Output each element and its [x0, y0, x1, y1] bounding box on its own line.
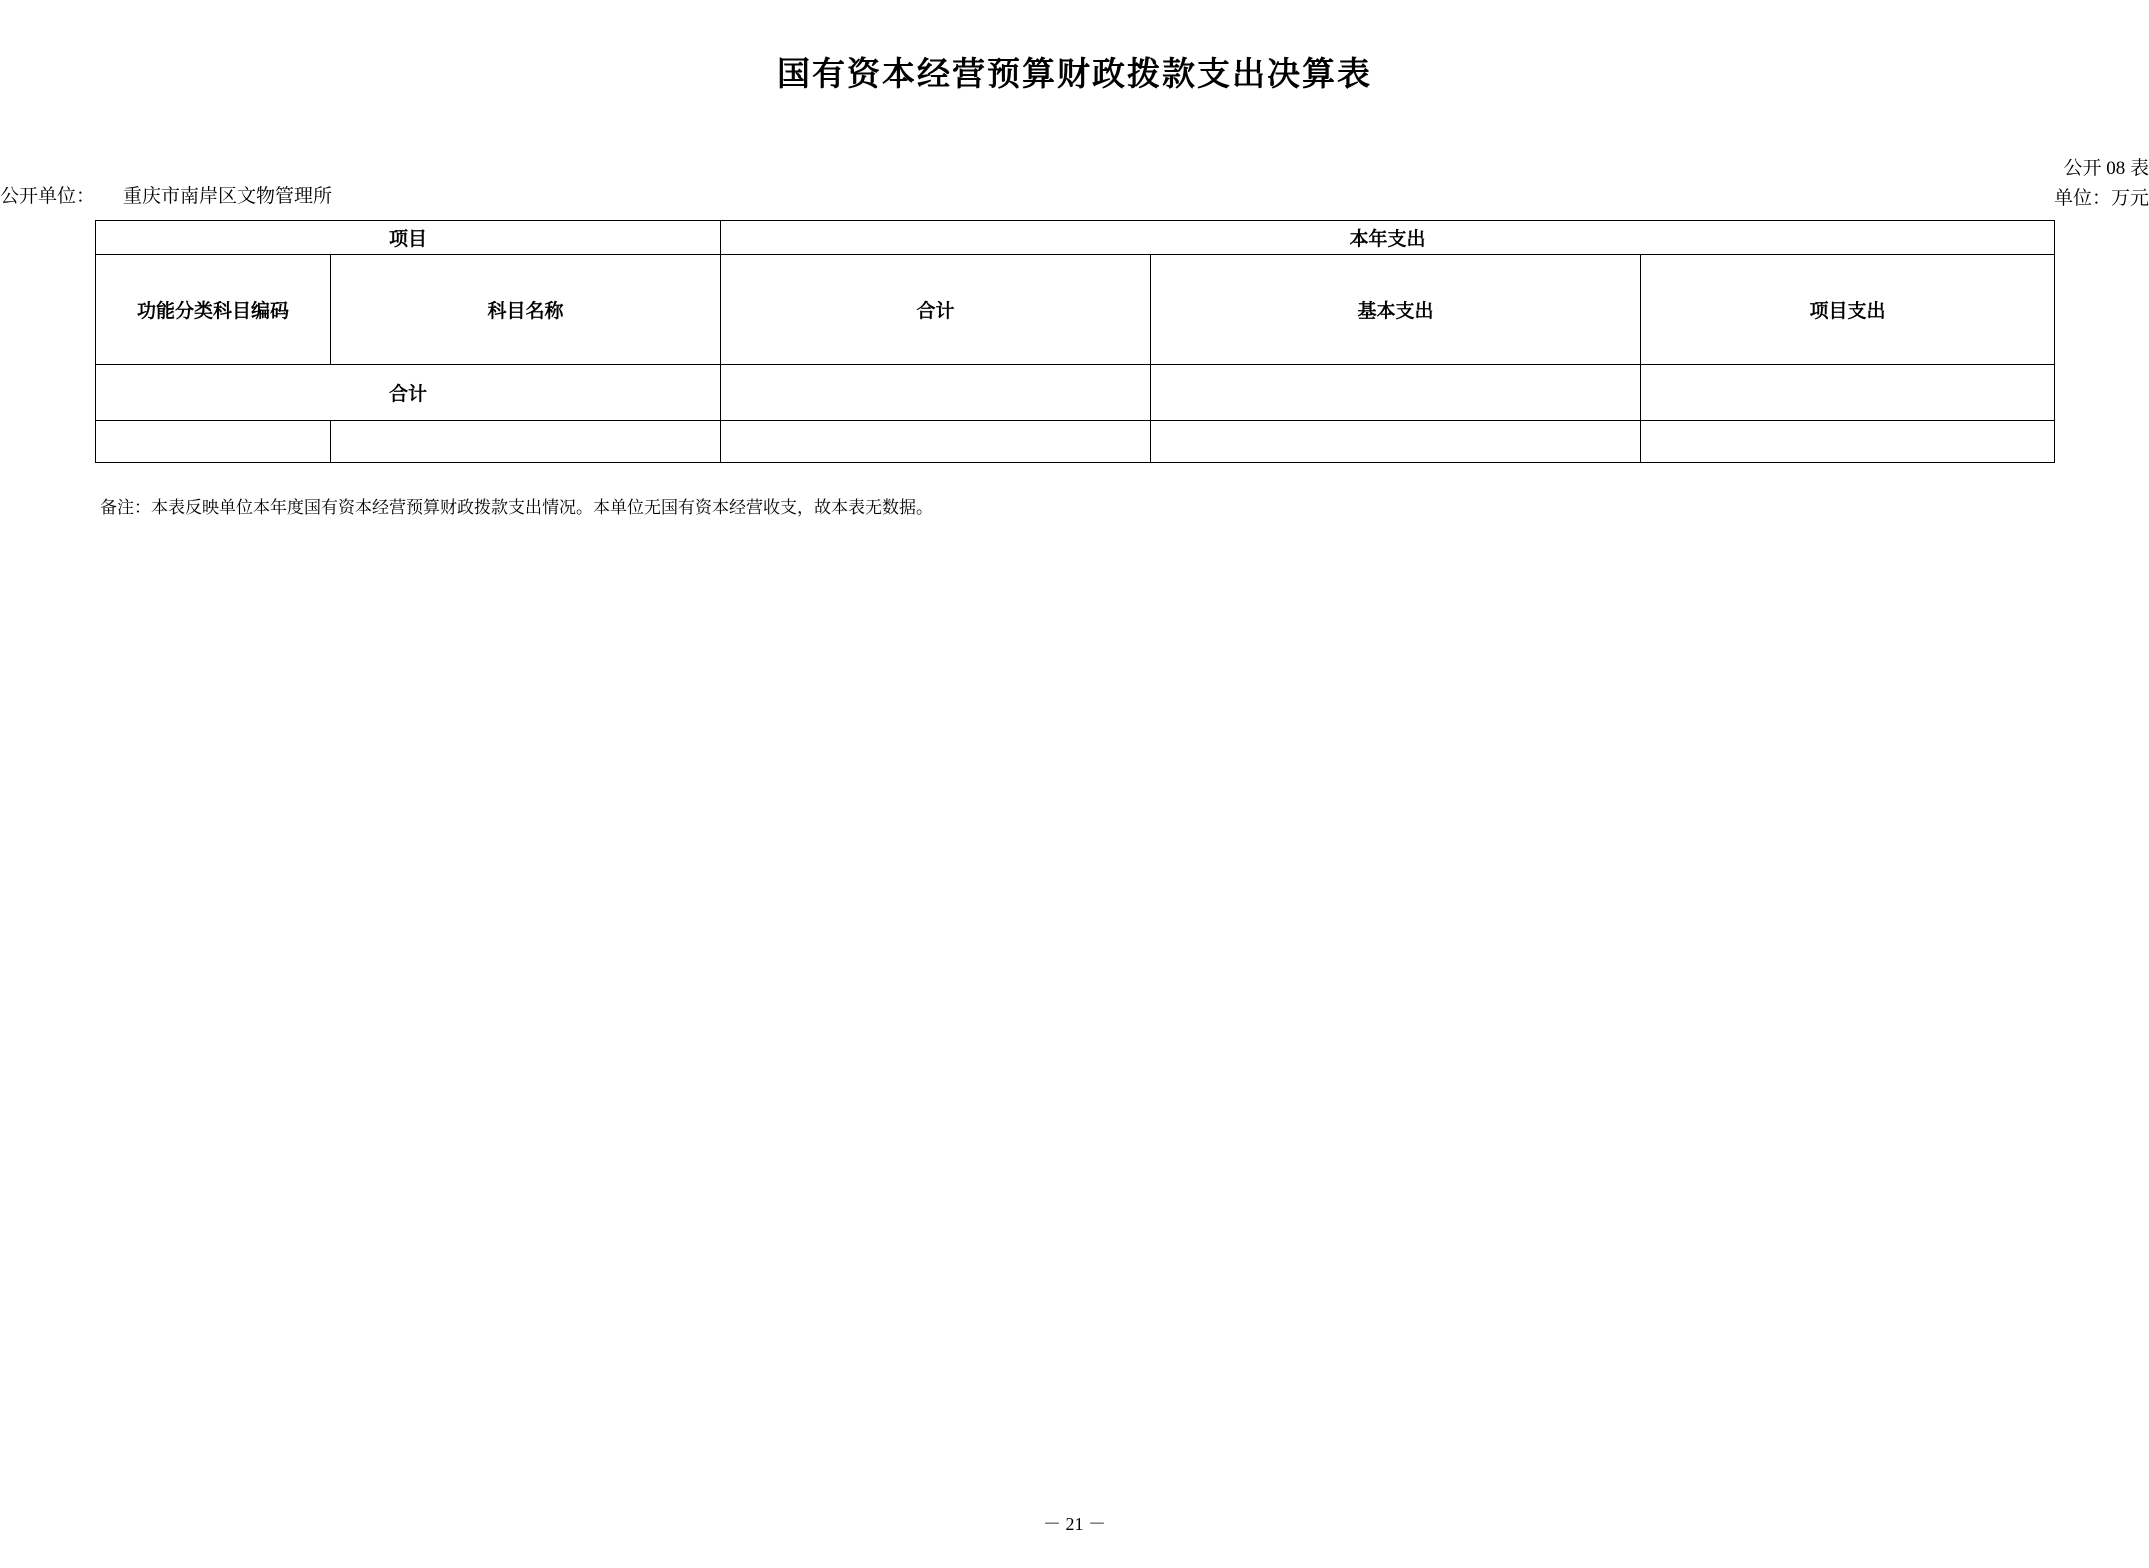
table-row — [96, 421, 2055, 463]
page-number: － 21 － — [1043, 1514, 1106, 1534]
column-header-total: 合计 — [721, 255, 1151, 365]
document-page — [0, 48, 2149, 1568]
total-row-basic — [1151, 365, 1641, 421]
table-row-total — [96, 365, 2055, 421]
total-row-total — [721, 365, 1151, 421]
unit-line — [2054, 184, 2149, 214]
form-meta-right — [2054, 154, 2149, 214]
publisher-line — [0, 182, 332, 212]
total-row-project — [1641, 365, 2055, 421]
group-header-current-year: 本年支出 — [721, 221, 2055, 255]
blank-row-code — [96, 421, 331, 463]
column-header-name: 科目名称 — [331, 255, 721, 365]
blank-row-project — [1641, 421, 2055, 463]
blank-row-total — [721, 421, 1151, 463]
page-title: 国有资本经营预算财政拨款支出决算表 — [777, 57, 1372, 93]
blank-row-name — [331, 421, 721, 463]
blank-row-basic — [1151, 421, 1641, 463]
table-group-header-row — [96, 221, 2055, 255]
publisher-label: 公开单位： — [0, 186, 96, 207]
total-row-label: 合计 — [96, 365, 721, 421]
unit-label: 单位： — [2053, 188, 2111, 209]
form-number: 公开 08 表 — [2063, 158, 2149, 179]
table-column-header-row — [96, 255, 2055, 365]
unit-value: 万元 — [2110, 188, 2149, 209]
column-header-basic: 基本支出 — [1151, 255, 1641, 365]
column-header-project: 项目支出 — [1641, 255, 2055, 365]
budget-table — [95, 220, 2055, 463]
column-header-code: 功能分类科目编码 — [96, 255, 331, 365]
publisher-value: 重庆市南岸区文物管理所 — [123, 186, 333, 207]
table-note: 备注：本表反映单位本年度国有资本经营预算财政拨款支出情况。本单位无国有资本经营收支，故本表无数据。 — [100, 498, 933, 517]
group-header-item: 项目 — [96, 221, 721, 255]
